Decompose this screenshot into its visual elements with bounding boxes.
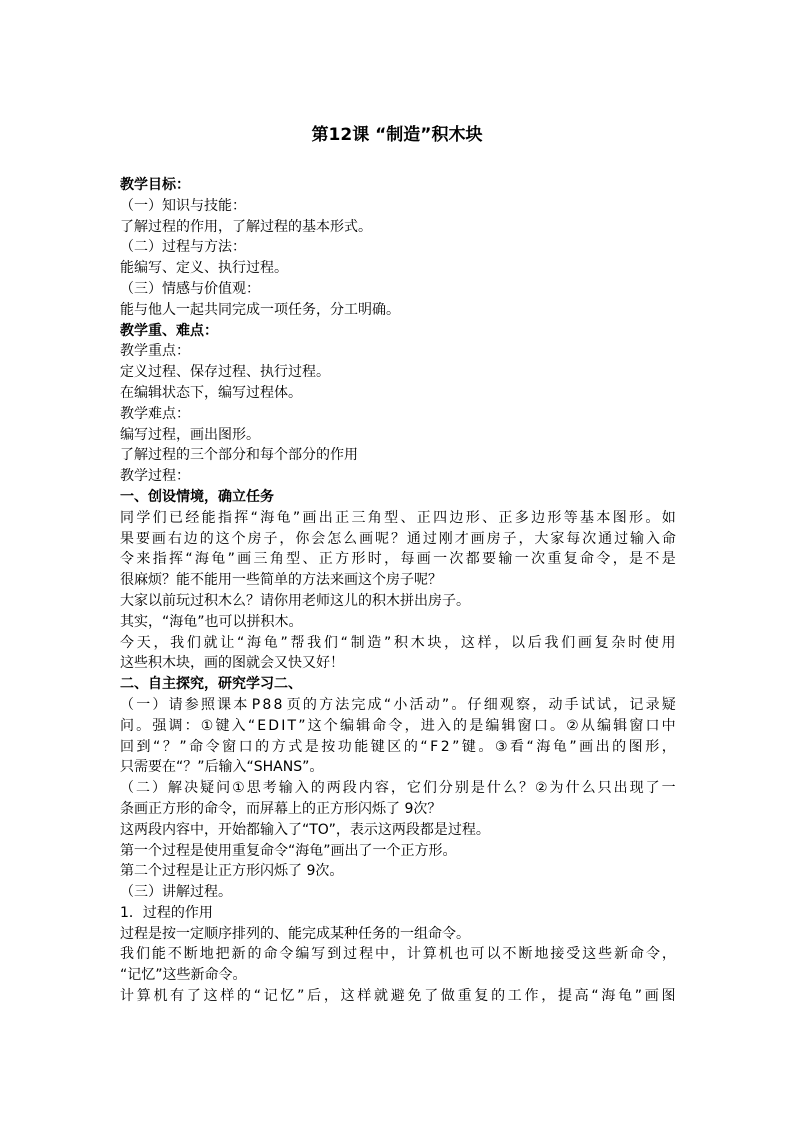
section-heading: 教学重、难点： (120, 322, 218, 339)
text-line: 了解过程的三个部分和每个部分的作用 (120, 447, 358, 464)
text-line: “记忆”这些新命令。 (120, 967, 247, 984)
text-line: 大家以前玩过积木么？请你用老师这儿的积木拼出房子。 (120, 592, 470, 609)
text-line: 同 学 们 已 经 能 指 挥 “ 海 龟 ” 画 出 正 三 角 型 、 正 四 边 形 、 正 多 边 形 等 基 本 图 形 。 如 (120, 509, 676, 526)
text-line: 很麻烦？能不能用一些简单的方法来画这个房子呢？ (120, 572, 442, 589)
text-line: 能与他人一起共同完成一项任务，分工明确。 (120, 301, 400, 318)
text-line: （二）过程与方法： (120, 239, 246, 256)
text-line: 定义过程、保存过程、执行过程。 (120, 364, 330, 381)
text-line: （ 一 ） 请 参 照 课 本 P 8 8 页 的 方 法 完 成 “ 小 活 动 ” 。 仔 细 观 察 ， 动 手 试 试 ， 记 录 疑 (120, 696, 676, 713)
text-line: 了解过程的作用，了解过程的基本形式。 (120, 218, 372, 235)
text-line: 教学重点： (120, 343, 190, 360)
text-line: 能编写、定义、执行过程。 (120, 260, 288, 277)
section-heading: 教学目标： (120, 177, 190, 193)
text-line: （ 二 ） 解 决 疑 问 ① 思 考 输 入 的 两 段 内 容 ， 它 们 分 别 是 什 么 ？ ② 为 什 么 只 出 现 了 一 (120, 780, 676, 797)
text-line: （一）知识与技能： (120, 197, 246, 214)
text-line: 条画正方形的命令，而屏幕上的正方形闪烁了 9次？ (120, 800, 442, 817)
section-heading: 一、创设情境，确立任务 (120, 488, 274, 505)
text-line: 果 要 画 右 边 的 这 个 房 子 ， 你 会 怎 么 画 呢 ？ 通 过 刚 才 画 房 子 ， 大 家 每 次 通 过 输 入 命 (120, 530, 676, 547)
text-line: 教学难点： (120, 405, 190, 422)
document-title: 第12课 “制造”积木块 (311, 125, 483, 145)
text-line: 这些积木块，画的图就会又快又好！ (120, 655, 344, 672)
text-line: （三）情感与价值观： (120, 280, 260, 297)
text-line: 第一个过程是使用重复命令“海龟”画出了一个正方形。 (120, 842, 457, 859)
text-line: 第二个过程是让正方形闪烁了 9次。 (120, 863, 344, 880)
document-body (120, 175, 676, 1007)
text-line: 教学过程： (120, 468, 190, 485)
text-line: 只需要在“？”后输入“SHANS”。 (120, 759, 324, 776)
text-line: 1．过程的作用 (120, 904, 213, 921)
text-line: 编写过程，画出图形。 (120, 426, 260, 443)
text-line: 回 到 “ ？ ” 命 令 窗 口 的 方 式 是 按 功 能 键 区 的 “ F 2 ” 键 。 ③ 看 “ 海 龟 ” 画 出 的 图 形 ， (120, 738, 676, 755)
text-line: 我 们 能 不 断 地 把 新 的 命 令 编 写 到 过 程 中 ， 计 算 机 也 可 以 不 断 地 接 受 这 些 新 命 令 ， (120, 946, 676, 963)
text-line: 这两段内容中，开始都输入了“TO”，表示这两段都是过程。 (120, 821, 490, 838)
text-line: （三）讲解过程。 (120, 884, 232, 901)
section-heading: 二、自主探究，研究学习二、 (120, 676, 302, 693)
text-line: 其实，“海龟”也可以拼积木。 (120, 613, 303, 630)
text-line: 令 来 指 挥 “ 海 龟 ” 画 三 角 型 、 正 方 形 时 ， 每 画 一 次 都 要 输 一 次 重 复 命 令 ， 是 不 是 (120, 551, 676, 568)
text-line: 今 天 ， 我 们 就 让 “ 海 龟 ” 帮 我 们 “ 制 造 ” 积 木 块 ， 这 样 ， 以 后 我 们 画 复 杂 时 使 用 (120, 634, 676, 651)
text-line: 在编辑状态下，编写过程体。 (120, 384, 302, 401)
text-line: 问 。 强 调 ： ① 键 入 “ E D I T ” 这 个 编 辑 命 令 ， 进 入 的 是 编 辑 窗 口 。 ② 从 编 辑 窗 口 中 (120, 717, 676, 734)
text-line: 计 算 机 有 了 这 样 的 “ 记 忆 ” 后 ， 这 样 就 避 免 了 做 重 复 的 工 作 ， 提 高 “ 海 龟 ” 画 图 (120, 988, 676, 1005)
text-line: 过程是按一定顺序排列的、能完成某种任务的一组命令。 (120, 925, 470, 942)
